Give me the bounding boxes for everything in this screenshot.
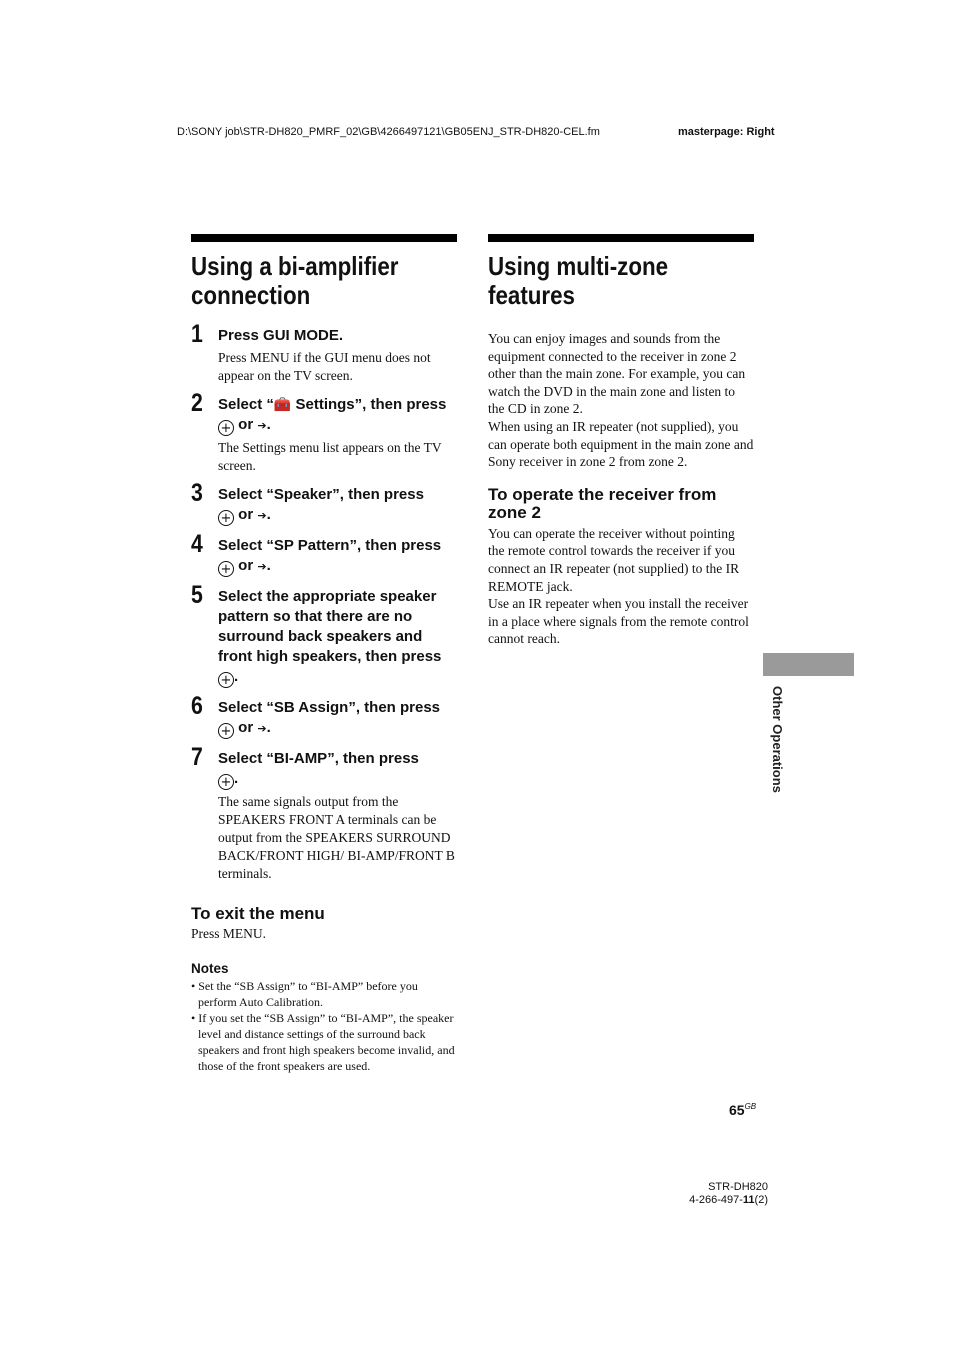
step-title: Select “SP Pattern”, then press + or ➔. <box>218 537 442 577</box>
intro-paragraph: You can enjoy images and sounds from the equipment connected to the receiver in zone 2 other than the main zone. For example, you can watch the DVD in the main zone and listen to the CD in zone 2. <box>488 331 746 417</box>
step-7 <box>191 743 457 883</box>
header-file-path: D:\SONY job\STR-DH820_PMRF_02\GB\4266497121\GB05ENJ_STR-DH820-CEL.fm <box>177 126 600 138</box>
left-column <box>191 234 457 1074</box>
note-item: • If you set the “SB Assign” to “BI-AMP”, the speaker level and distance settings of the surround back speakers and front high speakers become invalid, and those of the front speakers are used. <box>191 1010 455 1073</box>
section-title-bi-amp: Using a bi-amplifier connection <box>191 251 399 310</box>
step-title: Select “SB Assign”, then press + or ➔. <box>218 699 441 739</box>
step-title: Press GUI MODE. <box>218 327 344 344</box>
step-number: 5 <box>191 581 203 609</box>
intro-paragraph: When using an IR repeater (not supplied), you can operate both equipment in the main zone and Sony receiver in zone 2 from zone 2. <box>488 418 754 470</box>
notes-list <box>191 978 457 1074</box>
exit-menu-heading: To exit the menu <box>191 904 325 923</box>
step-description: The same signals output from the SPEAKERS FRONT A terminals can be output from the SPEAKERS SURROUND BACK/FRONT HIGH/ BI-AMP/FRONT B terminals. <box>218 794 455 881</box>
step-number: 1 <box>191 320 203 348</box>
step-description: The Settings menu list appears on the TV screen. <box>218 440 442 473</box>
step-2 <box>191 389 457 475</box>
zone2-paragraph: You can operate the receiver without pointing the remote control towards the receiver if you connect an IR repeater (not supplied) to the IR REMOTE jack. <box>488 525 740 594</box>
exit-menu-text: Press MENU. <box>191 926 267 941</box>
step-4 <box>191 530 457 577</box>
section-side-label: Other Operations <box>770 686 785 793</box>
section-title-multi-zone: Using multi-zone features <box>488 251 669 310</box>
step-number: 7 <box>191 743 203 771</box>
step-number: 2 <box>191 389 203 417</box>
footer-model-info: STR-DH820 4-266-497-11(2) <box>689 1181 768 1206</box>
step-number: 4 <box>191 530 203 558</box>
zone2-paragraph: Use an IR repeater when you install the receiver in a place where signals from the remote control cannot reach. <box>488 596 749 647</box>
section-tab <box>763 653 854 676</box>
step-6 <box>191 692 457 739</box>
right-arrow-icon: ➔ <box>257 560 267 573</box>
step-title: Select “Speaker”, then press + or ➔. <box>218 486 424 526</box>
page-number: $65^{GB}$ <box>729 1102 757 1118</box>
toolbox-icon: 🧰 <box>273 397 292 413</box>
right-arrow-icon: ➔ <box>257 509 267 522</box>
step-title: Select the appropriate speaker pattern so that there are no surround back speakers and front high speakers, then press + . <box>218 588 442 688</box>
plus-button-icon: + <box>218 510 234 526</box>
step-number: 3 <box>191 479 203 507</box>
plus-button-icon: + <box>218 723 234 739</box>
step-5 <box>191 581 457 688</box>
plus-button-icon: + <box>218 774 234 790</box>
step-title: Select “🧰 Settings”, then press + or ➔. <box>218 396 447 436</box>
step-3 <box>191 479 457 526</box>
note-item: • Set the “SB Assign” to “BI-AMP” before you perform Auto Calibration. <box>191 978 418 1009</box>
right-arrow-icon: ➔ <box>257 722 267 735</box>
step-1 <box>191 320 457 385</box>
step-description: Press MENU if the GUI menu does not appear on the TV screen. <box>218 350 431 383</box>
notes-heading: Notes <box>191 960 229 976</box>
zone2-heading: To operate the receiver from zone 2 <box>488 484 717 522</box>
plus-button-icon: + <box>218 561 234 577</box>
step-title: Select “BI-AMP”, then press + . <box>218 750 419 790</box>
plus-button-icon: + <box>218 420 234 436</box>
plus-button-icon: + <box>218 672 234 688</box>
right-column <box>488 234 754 648</box>
step-number: 6 <box>191 692 203 720</box>
section-rule <box>488 234 754 242</box>
header-masterpage: masterpage: Right <box>678 126 775 138</box>
right-arrow-icon: ➔ <box>257 419 267 432</box>
section-rule <box>191 234 457 242</box>
